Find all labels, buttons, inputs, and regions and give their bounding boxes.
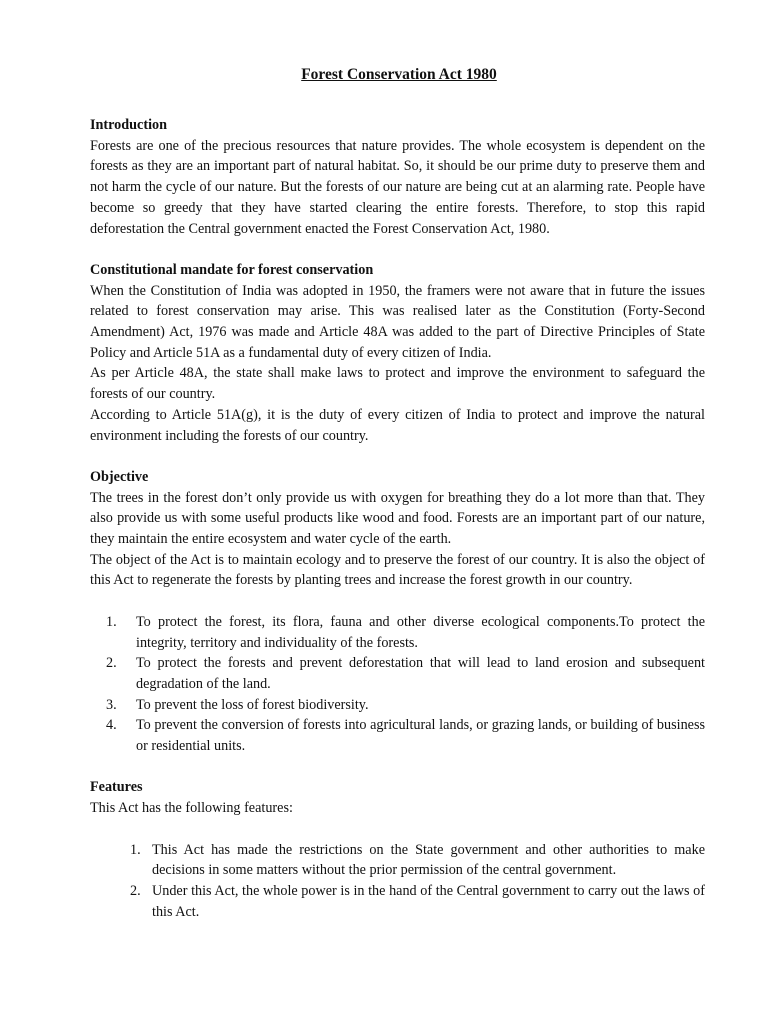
list-item-text: Under this Act, the whole power is in the hand of the Central government to carry out the laws of this Act. <box>152 882 705 920</box>
features-intro: This Act has the following features: <box>90 800 293 817</box>
objective-heading: Objective <box>90 468 149 485</box>
list-item-number: 2. <box>106 655 117 672</box>
features-heading: Features <box>90 779 143 796</box>
objective-paragraph: The object of the Act is to maintain ecology and to preserve the forest of our country. It is also the object of this Act to regenerate the forests by planting trees and increase the forest growth in our country. <box>90 551 705 589</box>
document-body <box>90 115 705 922</box>
list-item-number: 4. <box>106 717 117 734</box>
list-item-text: To prevent the loss of forest biodiversity. <box>136 696 369 713</box>
list-item <box>90 612 705 653</box>
objective-list <box>90 612 705 757</box>
list-item-number: 1. <box>130 841 141 858</box>
constitutional-paragraph: When the Constitution of India was adopted in 1950, the framers were not aware that in future the issues related to forest conservation may arise. This was realised later as the Constitution (Forty-Second Amendment) Act, 1976 was made and Article 48A was added to the part of Directive Principles of State Policy and Article 51A as a fundamental duty of every citizen of India. <box>90 282 705 361</box>
list-item-number: 3. <box>106 696 117 713</box>
features-section <box>90 777 705 922</box>
list-item <box>90 695 705 716</box>
objective-section <box>90 467 705 757</box>
objective-paragraph: The trees in the forest don’t only provide us with oxygen for breathing they do a lot more than that. They also provide us with some useful products like wood and food. Forests are an important part of our nature, they maintain the entire ecosystem and water cycle of the earth. <box>90 489 705 548</box>
list-item-text: This Act has made the restrictions on the State government and other authorities to make decisions in some matters without the prior permission of the central government. <box>152 841 705 879</box>
document-title: Forest Conservation Act 1980 <box>301 66 497 83</box>
list-item-number: 2. <box>130 882 141 899</box>
list-item-text: To protect the forests and prevent deforestation that will lead to land erosion and subsequent degradation of the land. <box>136 655 705 692</box>
introduction-paragraph: Forests are one of the precious resources that nature provides. The whole ecosystem is dependent on the forests as they are an important part of natural habitat. So, it should be our prime duty to preserve them and not harm the cycle of our nature. But the forests of our nature are being cut at an alarming rate. People have become so greedy that they have started clearing the entire forests. Therefore, to stop this rapid deforestation the Central government enacted the Forest Conservation Act, 1980. <box>90 137 705 237</box>
constitutional-paragraph: As per Article 48A, the state shall make laws to protect and improve the environment to safeguard the forests of our country. <box>90 365 705 403</box>
constitutional-heading: Constitutional mandate for forest conservation <box>90 261 374 278</box>
constitutional-section <box>90 260 705 446</box>
list-item <box>90 653 705 694</box>
list-item-text: To prevent the conversion of forests into agricultural lands, or grazing lands, or building of business or residential units. <box>136 717 705 755</box>
list-item-number: 1. <box>106 613 117 630</box>
list-item <box>90 715 705 756</box>
list-item-text: To protect the forest, its flora, fauna and other diverse ecological components.To protect the integrity, territory and individuality of the forests. <box>136 613 705 651</box>
constitutional-paragraph: According to Article 51A(g), it is the duty of every citizen of India to protect and improve the natural environment including the forests of our country. <box>90 406 705 444</box>
features-list <box>106 840 705 923</box>
introduction-section <box>90 115 705 239</box>
introduction-heading: Introduction <box>90 117 167 133</box>
list-item <box>106 881 705 922</box>
list-item <box>106 840 705 881</box>
